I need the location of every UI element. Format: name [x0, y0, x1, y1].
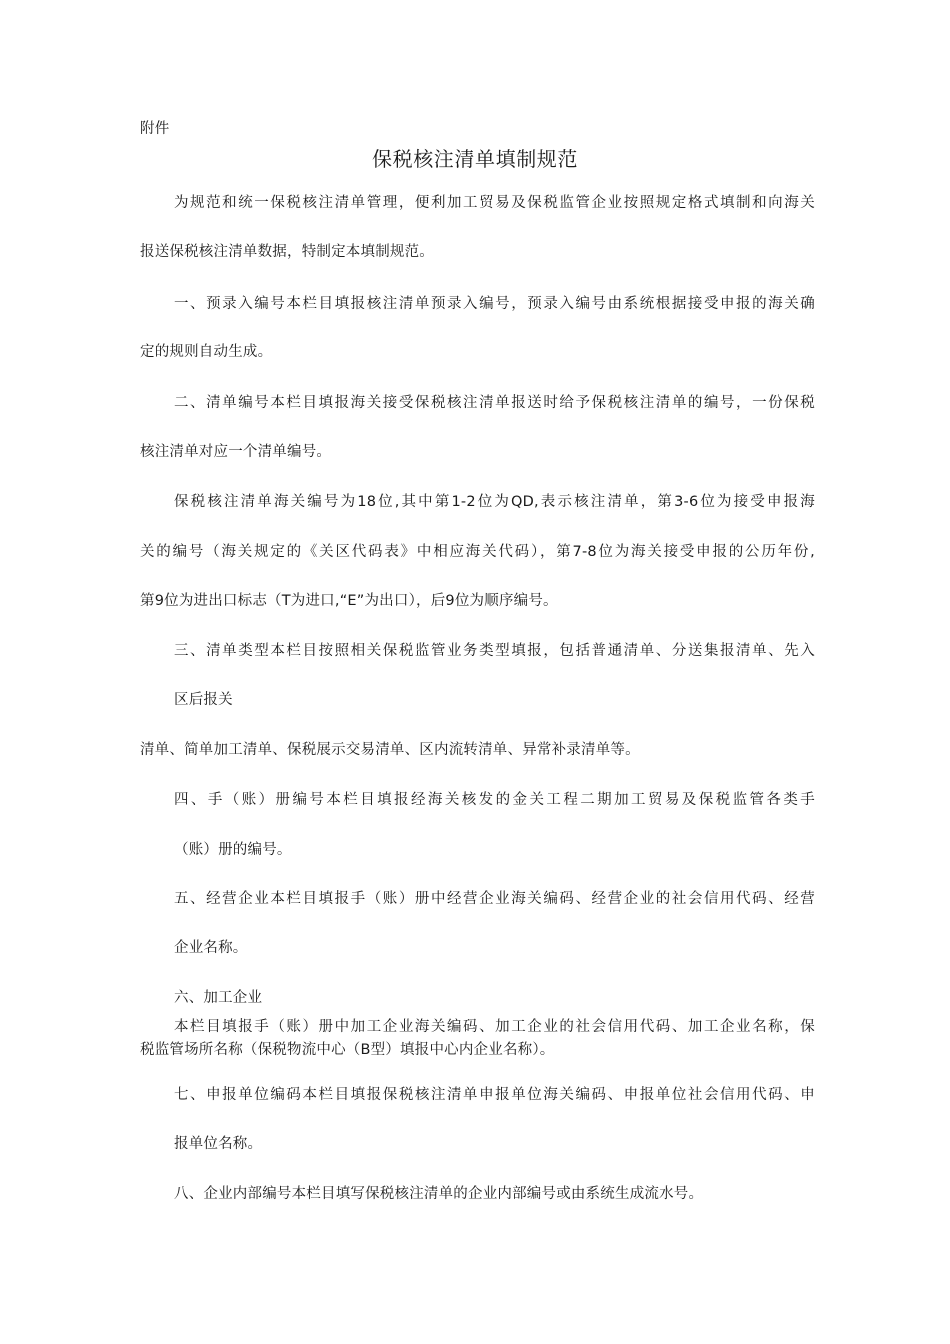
paragraph-line: 清单、简单加工清单、保税展示交易清单、区内流转清单、异常补录清单等。: [140, 742, 640, 758]
document-title: 保税核注清单填制规范: [372, 147, 578, 171]
paragraph-line: 核注清单对应一个清单编号。: [140, 444, 332, 460]
paragraph-line: 为规范和统一保税核注清单管理，便利加工贸易及保税监管企业按照规定格式填制和向海关: [174, 195, 815, 211]
paragraph-line: 七、申报单位编码本栏目填报保税核注清单申报单位海关编码、申报单位社会信用代码、申: [174, 1087, 815, 1103]
paragraph-line: 税监管场所名称（保税物流中心（B型）填报中心内企业名称）。: [140, 1042, 555, 1058]
paragraph-line: 一、预录入编号本栏目填报核注清单预录入编号，预录入编号由系统根据接受申报的海关确: [174, 296, 815, 312]
paragraph-line: 定的规则自动生成。: [140, 344, 273, 360]
paragraph-line: 四、手（账）册编号本栏目填报经海关核发的金关工程二期加工贸易及保税监管各类手: [174, 792, 815, 808]
paragraph-line: 报送保税核注清单数据，特制定本填制规范。: [140, 244, 434, 260]
paragraph-line: 区后报关: [174, 692, 233, 708]
paragraph-line: 企业名称。: [174, 940, 248, 956]
paragraph-line: 第9位为进出口标志（T为进口,“E”为出口），后9位为顺序编号。: [140, 593, 558, 609]
paragraph-line: 五、经营企业本栏目填报手（账）册中经营企业海关编码、经营企业的社会信用代码、经营: [174, 891, 815, 907]
paragraph-line: 关的编号（海关规定的《关区代码表》中相应海关代码），第7-8位为海关接受申报的公历年份,: [140, 544, 815, 560]
attachment-label: 附件: [140, 121, 170, 137]
paragraph-line: 保税核注清单海关编号为18位,其中第1-2位为QD,表示核注清单，第3-6位为接受申报海: [174, 494, 815, 510]
paragraph-line: 报单位名称。: [174, 1136, 263, 1152]
paragraph-line: （账）册的编号。: [174, 842, 292, 858]
paragraph-line: 本栏目填报手（账）册中加工企业海关编码、加工企业的社会信用代码、加工企业名称，保: [174, 1019, 815, 1035]
paragraph-line: 二、清单编号本栏目填报海关接受保税核注清单报送时给予保税核注清单的编号，一份保税: [174, 395, 815, 411]
paragraph-line: 八、企业内部编号本栏目填写保税核注清单的企业内部编号或由系统生成流水号。: [174, 1186, 704, 1202]
paragraph-line: 六、加工企业: [174, 990, 263, 1006]
paragraph-line: 三、清单类型本栏目按照相关保税监管业务类型填报，包括普通清单、分送集报清单、先入: [174, 643, 815, 659]
